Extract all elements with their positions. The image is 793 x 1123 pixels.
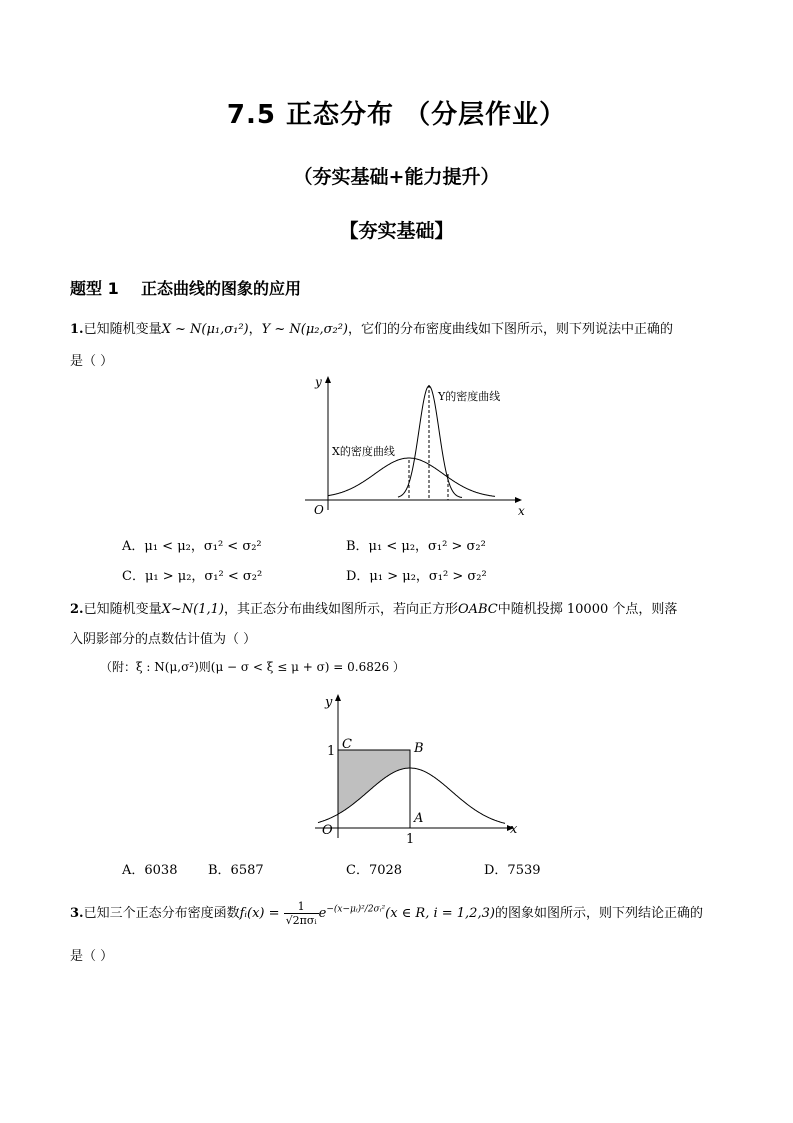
q3-text-b: 的图象如图所示，则下列结论正确的 — [494, 906, 703, 921]
q3-fraction — [284, 900, 319, 927]
q3-fx: fᵢ(x) = — [239, 906, 280, 921]
q1-label-x-curve: X的密度曲线 — [332, 445, 395, 458]
q1-y-arrow — [325, 376, 331, 383]
q1-option-d[interactable]: D．μ₁ > μ₂，σ₁² > σ₂² — [346, 569, 487, 584]
page-subtitle: （夯实基础+能力提升） — [293, 166, 500, 188]
q2-number: 2. — [70, 602, 84, 617]
q2-text-b: ，其正态分布曲线如图所示，若向正方形 — [223, 602, 458, 617]
q1-label-origin: O — [314, 503, 324, 517]
q2-shaded-region — [338, 750, 410, 814]
q2-line-1 — [70, 598, 677, 617]
page-title: 7.5 正态分布 （分层作业） — [226, 100, 567, 130]
q3-frac-num: 1 — [284, 900, 319, 914]
q1-line-2: 是（ ） — [70, 354, 114, 369]
q1-text-b: ，它们的分布密度曲线如下图所示，则下列说法中正确的 — [348, 322, 674, 337]
q2-option-c[interactable]: C．7028 — [346, 863, 403, 878]
q3-line-1 — [70, 900, 703, 927]
q1-number: 1. — [70, 322, 84, 337]
q2-label-x-axis: x — [510, 822, 518, 837]
q1-option-b[interactable]: B．μ₁ < μ₂，σ₁² > σ₂² — [346, 539, 486, 554]
q3-exp-base: e — [318, 906, 327, 921]
q3-number: 3. — [70, 906, 84, 921]
q2-option-a[interactable]: A．6038 — [122, 863, 178, 878]
section-heading: 【夯实基础】 — [339, 220, 454, 242]
q1-label-x-axis: x — [518, 504, 525, 518]
q2-option-b[interactable]: B．6587 — [208, 863, 264, 878]
q2-label-c: C — [342, 737, 352, 752]
q1-label-y-curve: Y的密度曲线 — [438, 390, 501, 403]
q3-frac-den: √2πσᵢ — [285, 914, 317, 927]
q1-option-a[interactable]: A．μ₁ < μ₂，σ₁² < σ₂² — [122, 539, 262, 554]
q1-y-dist: Y ~ N(μ₂,σ₂²) — [261, 322, 348, 337]
q3-exp-power: −(x−μᵢ)²/2σᵢ² — [326, 904, 386, 915]
q2-option-d[interactable]: D．7539 — [484, 863, 541, 878]
q2-text-a: 已知随机变量 — [83, 602, 162, 617]
q2-y-arrow — [335, 694, 341, 701]
q3-line-2: 是（ ） — [70, 949, 114, 964]
q2-square-figure — [300, 688, 530, 843]
q1-line-1 — [70, 318, 673, 337]
q1-density-figure — [290, 370, 540, 520]
q2-label-origin: O — [322, 823, 333, 838]
q1-x-dist: X ~ N(μ₁,σ₁²) — [161, 322, 249, 337]
q1-x-density-curve — [328, 458, 495, 496]
q2-x-dist: X~N(1,1) — [161, 602, 224, 617]
question-type-heading: 题型 1 正态曲线的图象的应用 — [70, 279, 301, 298]
q1-x-arrow — [515, 497, 522, 503]
q2-label-y-axis: y — [325, 695, 333, 710]
q1-sep: ， — [248, 322, 262, 337]
q2-label-a: A — [414, 811, 424, 826]
q2-tick-y-1: 1 — [327, 744, 336, 759]
q2-tick-x-1: 1 — [406, 832, 415, 843]
q3-text-a: 已知三个正态分布密度函数 — [83, 906, 240, 921]
q3-domain: (x ∈ R, i = 1,2,3) — [385, 906, 495, 921]
q1-option-c[interactable]: C．μ₁ > μ₂，σ₁² < σ₂² — [122, 569, 263, 584]
q2-text-c: 中随机投掷 10000 个点，则落 — [497, 602, 678, 617]
q1-text-a: 已知随机变量 — [83, 322, 162, 337]
q1-label-y-axis: y — [315, 375, 322, 389]
q2-note: （附：ξ : N(μ,σ²)则(μ − σ < ξ ≤ μ + σ) = 0.6826 ） — [100, 660, 405, 674]
q2-label-b: B — [414, 741, 424, 756]
q2-line-2: 入阴影部分的点数估计值为（ ） — [70, 632, 257, 647]
q2-square-name: OABC — [457, 602, 498, 617]
